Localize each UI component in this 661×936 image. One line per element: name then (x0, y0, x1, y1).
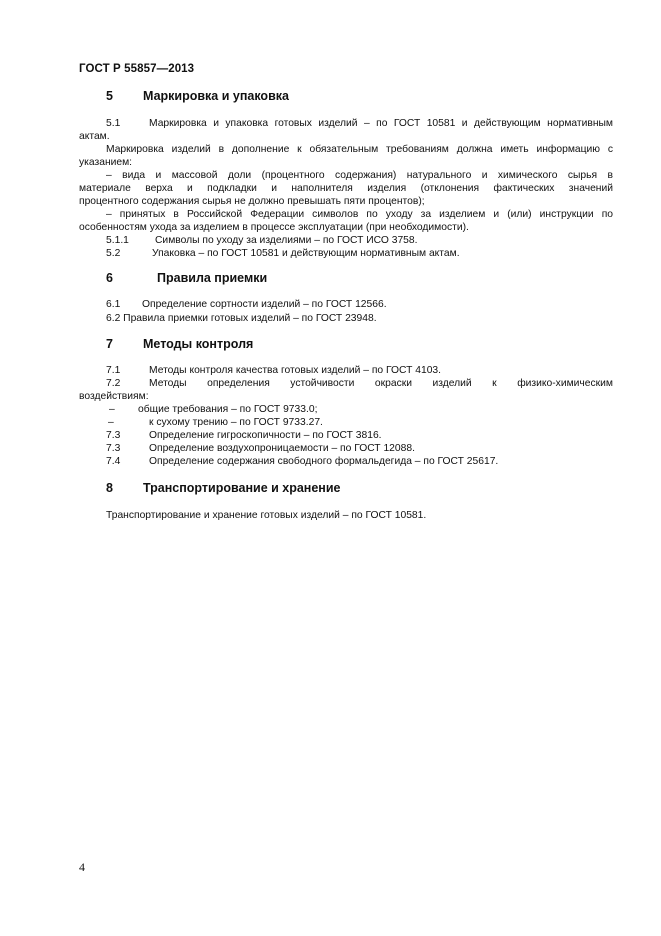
clause-text: Упаковка – по ГОСТ 10581 и действующим нормативным актам. (152, 248, 460, 259)
page-number: 4 (79, 860, 85, 874)
list-item: материале верха и подкладки и наполнителя изделия (отклонения фактических значений (79, 183, 613, 194)
list-item: процентного содержания сырья не должно превышать пяти процентов); (79, 196, 425, 207)
clause-number: 7.4 (106, 456, 121, 467)
paragraph-text: указанием: (79, 157, 133, 168)
section-number: 5 (106, 89, 113, 103)
clause-text: Определение сортности изделий – по ГОСТ 12566. (142, 299, 387, 310)
clause-number: 7.3 (106, 430, 121, 441)
list-item: к сухому трению – по ГОСТ 9733.27. (149, 417, 323, 428)
section-number: 8 (106, 481, 113, 495)
section-number: 6 (106, 271, 113, 285)
clause-text: Символы по уходу за изделиями – по ГОСТ ИСО 3758. (155, 235, 418, 246)
clause-number: 7.2 (106, 378, 121, 389)
clause-text: Методы определения устойчивости окраски изделий к физико-химическим (149, 378, 613, 389)
clause-number: 7.1 (106, 365, 121, 376)
paragraph-text: Транспортирование и хранение готовых изделий – по ГОСТ 10581. (106, 510, 427, 521)
clause-number: 5.1 (106, 118, 121, 129)
clause-number: 6.1 (106, 299, 121, 310)
section-title: Правила приемки (157, 271, 268, 285)
clause-text: воздействиям: (79, 391, 149, 402)
list-dash: – (108, 417, 114, 428)
list-item: общие требования – по ГОСТ 9733.0; (138, 404, 318, 415)
list-dash: – (109, 404, 115, 415)
list-item: особенностям ухода за изделием в процессе эксплуатации (при необходимости). (79, 222, 469, 233)
clause-number: 5.1.1 (106, 235, 129, 246)
clause-text: Определение воздухопроницаемости – по ГОСТ 12088. (149, 443, 415, 454)
clause-text: Маркировка и упаковка готовых изделий – по ГОСТ 10581 и действующим нормативным (149, 118, 613, 129)
clause-number: 5.2 (106, 248, 121, 259)
section-title: Маркировка и упаковка (143, 89, 289, 103)
clause-text: Определение содержания свободного формальдегида – по ГОСТ 25617. (149, 456, 499, 467)
section-title: Транспортирование и хранение (143, 481, 341, 495)
section-title: Методы контроля (143, 337, 254, 351)
list-item: – принятых в Российской Федерации символов по уходу за изделием и (или) инструкции по (106, 209, 613, 220)
clause-text: Методы контроля качества готовых изделий – по ГОСТ 4103. (149, 365, 442, 376)
section-number: 7 (106, 337, 113, 351)
paragraph-text: Маркировка изделий в дополнение к обязательным требованиям должна иметь информацию с (106, 144, 613, 155)
list-item: – вида и массовой доли (процентного содержания) натурального и химического сырья в (106, 170, 613, 181)
document-code-header: ГОСТ Р 55857—2013 (79, 63, 195, 75)
clause-number: 7.3 (106, 443, 121, 454)
clause-text: актам. (79, 131, 110, 142)
clause-text: 6.2 Правила приемки готовых изделий – по ГОСТ 23948. (106, 313, 377, 324)
clause-text: Определение гигроскопичности – по ГОСТ 3816. (149, 430, 382, 441)
